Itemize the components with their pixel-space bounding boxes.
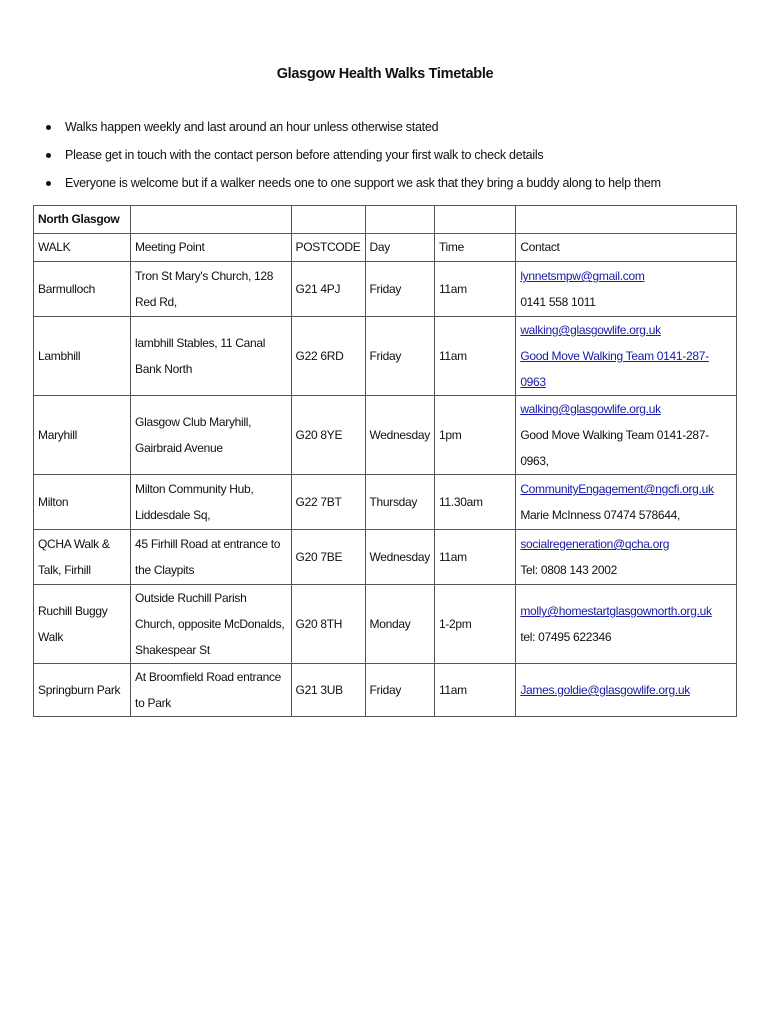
postcode: G20 8YE: [291, 396, 365, 475]
postcode: G21 3UB: [291, 664, 365, 717]
meeting-point: 45 Firhill Road at entrance to the Claypits: [131, 530, 292, 585]
contact-email-link[interactable]: lynnetsmpw@gmail.com: [520, 269, 645, 283]
column-header-postcode: POSTCODE: [291, 234, 365, 262]
bullet-icon: [46, 181, 51, 186]
table-row: [34, 664, 737, 717]
day: Monday: [365, 585, 434, 664]
column-header-day: Day: [365, 234, 434, 262]
contact-phone: Good Move Walking Team 0141-287-0963,: [520, 428, 709, 468]
postcode: G21 4PJ: [291, 262, 365, 317]
area-label: North Glasgow: [34, 206, 131, 234]
meeting-point: lambhill Stables, 11 Canal Bank North: [131, 317, 292, 396]
walk-name: Springburn Park: [34, 664, 131, 717]
time: 1pm: [434, 396, 515, 475]
walk-name: Lambhill: [34, 317, 131, 396]
meeting-point: Milton Community Hub, Liddesdale Sq,: [131, 475, 292, 530]
day: Friday: [365, 317, 434, 396]
time: 11am: [434, 664, 515, 717]
day: Friday: [365, 262, 434, 317]
contact-email-link[interactable]: James.goldie@glasgowlife.org.uk: [520, 683, 690, 697]
time: 11am: [434, 530, 515, 585]
table-body: [34, 262, 737, 717]
contact-email-link[interactable]: CommunityEngagement@ngcfi.org.uk: [520, 482, 714, 496]
table-row: [34, 396, 737, 475]
table-row: [34, 530, 737, 585]
table-row: [34, 585, 737, 664]
walk-name: Ruchill Buggy Walk: [34, 585, 131, 664]
day: Friday: [365, 664, 434, 717]
bullet-icon: [46, 153, 51, 158]
walks-table: [33, 205, 737, 717]
column-header-walk: WALK: [34, 234, 131, 262]
contact-email-link[interactable]: socialregeneration@qcha.org: [520, 537, 670, 551]
contact-cell: [516, 664, 737, 717]
time: 11.30am: [434, 475, 515, 530]
meeting-point: At Broomfield Road entrance to Park: [131, 664, 292, 717]
contact-phone: tel: 07495 622346: [520, 630, 612, 644]
table-row: [34, 262, 737, 317]
time: 1-2pm: [434, 585, 515, 664]
page-title: Glasgow Health Walks Timetable: [276, 66, 494, 82]
bullet-icon: [46, 125, 51, 130]
column-header-meeting-point: Meeting Point: [131, 234, 292, 262]
contact-phone: 0141 558 1011: [520, 295, 596, 309]
walk-name: Maryhill: [34, 396, 131, 475]
column-header-contact: Contact: [516, 234, 737, 262]
walk-name: QCHA Walk & Talk, Firhill: [34, 530, 131, 585]
contact-cell: [516, 475, 737, 530]
contact-cell: [516, 585, 737, 664]
info-bullet-list: [46, 113, 661, 197]
area-row: [34, 206, 737, 234]
meeting-point: Outside Ruchill Parish Church, opposite McDonalds, Shakespear St: [131, 585, 292, 664]
postcode: G20 8TH: [291, 585, 365, 664]
bullet-item: Walks happen weekly and last around an hour unless otherwise stated: [46, 113, 661, 141]
contact-cell: [516, 530, 737, 585]
time: 11am: [434, 262, 515, 317]
bullet-item: Please get in touch with the contact person before attending your first walk to check details: [46, 141, 661, 169]
meeting-point: Tron St Mary's Church, 128 Red Rd,: [131, 262, 292, 317]
day: Wednesday: [365, 396, 434, 475]
postcode: G20 7BE: [291, 530, 365, 585]
column-header-time: Time: [434, 234, 515, 262]
walk-name: Barmulloch: [34, 262, 131, 317]
day: Wednesday: [365, 530, 434, 585]
walk-name: Milton: [34, 475, 131, 530]
contact-cell: [516, 317, 737, 396]
table-row: [34, 475, 737, 530]
bullet-item: Everyone is welcome but if a walker needs one to one support we ask that they bring a buddy along to help them: [46, 169, 661, 197]
table-row: [34, 317, 737, 396]
contact-cell: [516, 262, 737, 317]
day: Thursday: [365, 475, 434, 530]
header-row: [34, 234, 737, 262]
meeting-point: Glasgow Club Maryhill, Gairbraid Avenue: [131, 396, 292, 475]
contact-email-link[interactable]: walking@glasgowlife.org.uk: [520, 402, 661, 416]
contact-email-link[interactable]: molly@homestartglasgownorth.org.uk: [520, 604, 712, 618]
postcode: G22 7BT: [291, 475, 365, 530]
contact-phone: Tel: 0808 143 2002: [520, 563, 618, 577]
postcode: G22 6RD: [291, 317, 365, 396]
contact-phone: Marie McInness 07474 578644,: [520, 508, 681, 522]
time: 11am: [434, 317, 515, 396]
contact-phone-link[interactable]: Good Move Walking Team 0141-287-0963: [520, 349, 709, 389]
contact-cell: [516, 396, 737, 475]
contact-email-link[interactable]: walking@glasgowlife.org.uk: [520, 323, 661, 337]
